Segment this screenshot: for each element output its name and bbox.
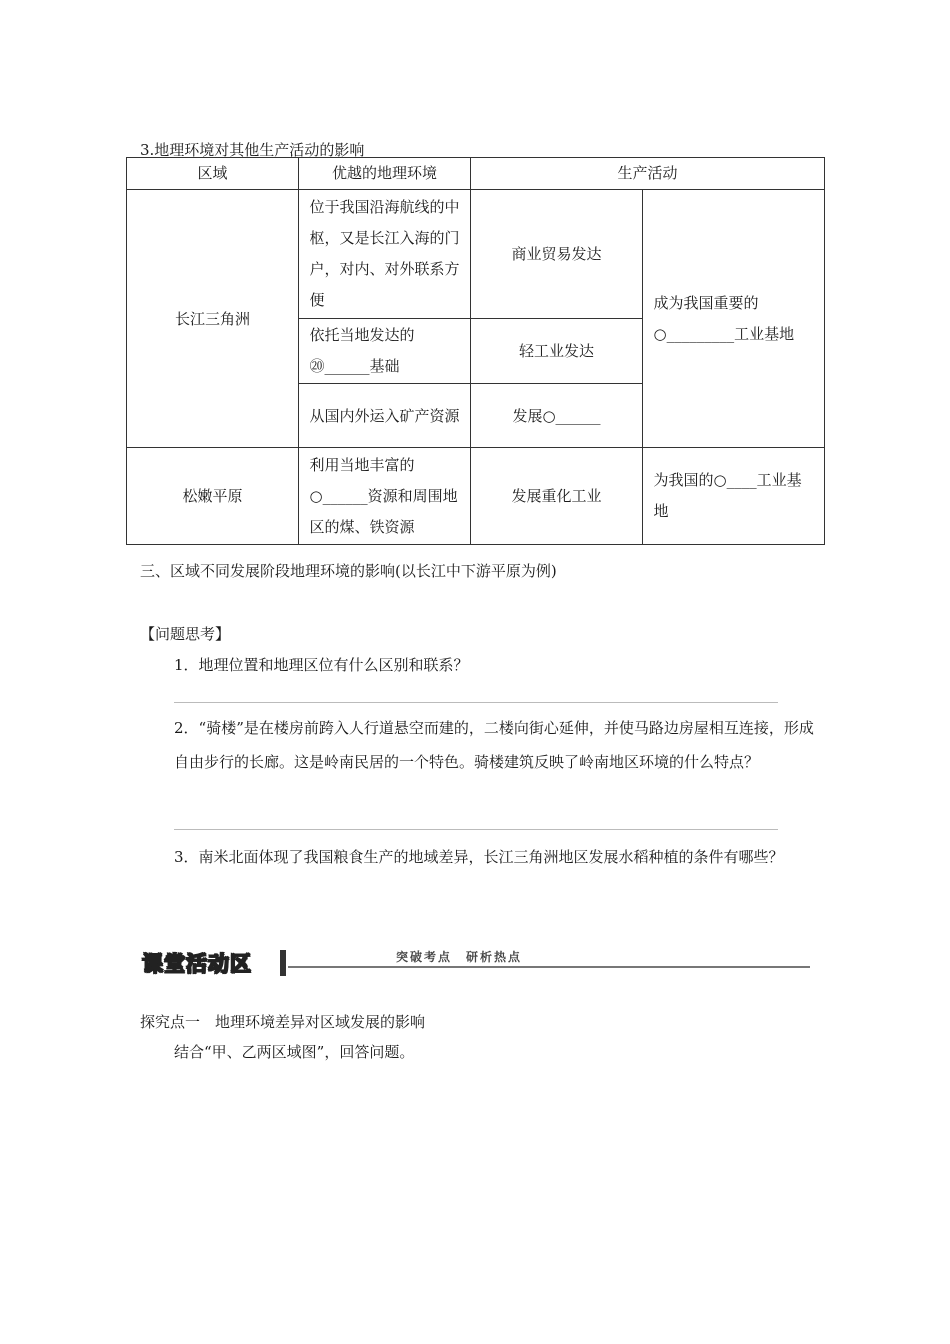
- production-activity-table: [126, 157, 825, 545]
- overall-cell: [643, 190, 825, 448]
- overall-cell: [643, 448, 825, 545]
- env-cell: [299, 384, 471, 448]
- activity-cell: 发展重化工业: [471, 448, 643, 545]
- table-header-row: [127, 158, 825, 190]
- section-three-heading: 三、区域不同发展阶段地理环境的影响(以长江中下游平原为例): [140, 562, 557, 580]
- env-cell: [299, 190, 471, 319]
- table-row: [127, 448, 825, 545]
- banner-rule: [288, 966, 810, 968]
- overall-text: 为我国的○____工业基地: [653, 471, 802, 520]
- env-text: 利用当地丰富的○______资源和周围地区的煤、铁资源: [309, 455, 458, 536]
- region-cell: 松嫩平原: [127, 448, 299, 545]
- classroom-activity-banner: [140, 946, 810, 978]
- env-cell: [299, 319, 471, 384]
- answer-line: [174, 702, 778, 703]
- section-title: 3.地理环境对其他生产活动的影响: [140, 141, 365, 159]
- overall-text: 成为我国重要的○_________工业基地: [653, 293, 795, 343]
- table-row: [127, 190, 825, 319]
- region-cell: 长江三角洲: [127, 190, 299, 448]
- header-activity: 生产活动: [471, 158, 825, 190]
- banner-title: 课堂活动区: [142, 952, 252, 976]
- answer-line: [174, 829, 778, 830]
- banner-subtitle: 突破考点 研析热点: [396, 950, 523, 964]
- questions-title: 【问题思考】: [140, 625, 231, 643]
- question-1: 1．地理位置和地理区位有什么区别和联系？: [174, 656, 469, 674]
- explore-instruction: 结合“甲、乙两区域图”，回答问题。: [174, 1043, 415, 1061]
- activity-cell: 发展○______: [471, 384, 643, 448]
- env-text: 从国内外运入矿产资源: [309, 406, 460, 425]
- banner-divider: [280, 950, 286, 976]
- activity-cell: 商业贸易发达: [471, 190, 643, 319]
- env-text: 依托当地发达的⑳______基础: [309, 326, 415, 375]
- question-3: 3．南米北面体现了我国粮食生产的地域差异，长江三角洲地区发展水稻种植的条件有哪些？: [174, 848, 784, 866]
- env-cell: [299, 448, 471, 545]
- header-region: 区域: [127, 158, 299, 190]
- env-text: 位于我国沿海航线的中枢，又是长江入海的门户，对内、对外联系方便: [309, 198, 460, 309]
- header-environment: 优越的地理环境: [299, 158, 471, 190]
- question-2: 2．“骑楼”是在楼房前跨入人行道悬空而建的，二楼向街心延伸，并使马路边房屋相互连接，形成自由步行的长廊。这是岭南民居的一个特色。骑楼建筑反映了岭南地区环境的什么特点？: [174, 719, 814, 771]
- activity-cell: 轻工业发达: [471, 319, 643, 384]
- explore-point-title: 探究点一 地理环境差异对区域发展的影响: [140, 1013, 426, 1031]
